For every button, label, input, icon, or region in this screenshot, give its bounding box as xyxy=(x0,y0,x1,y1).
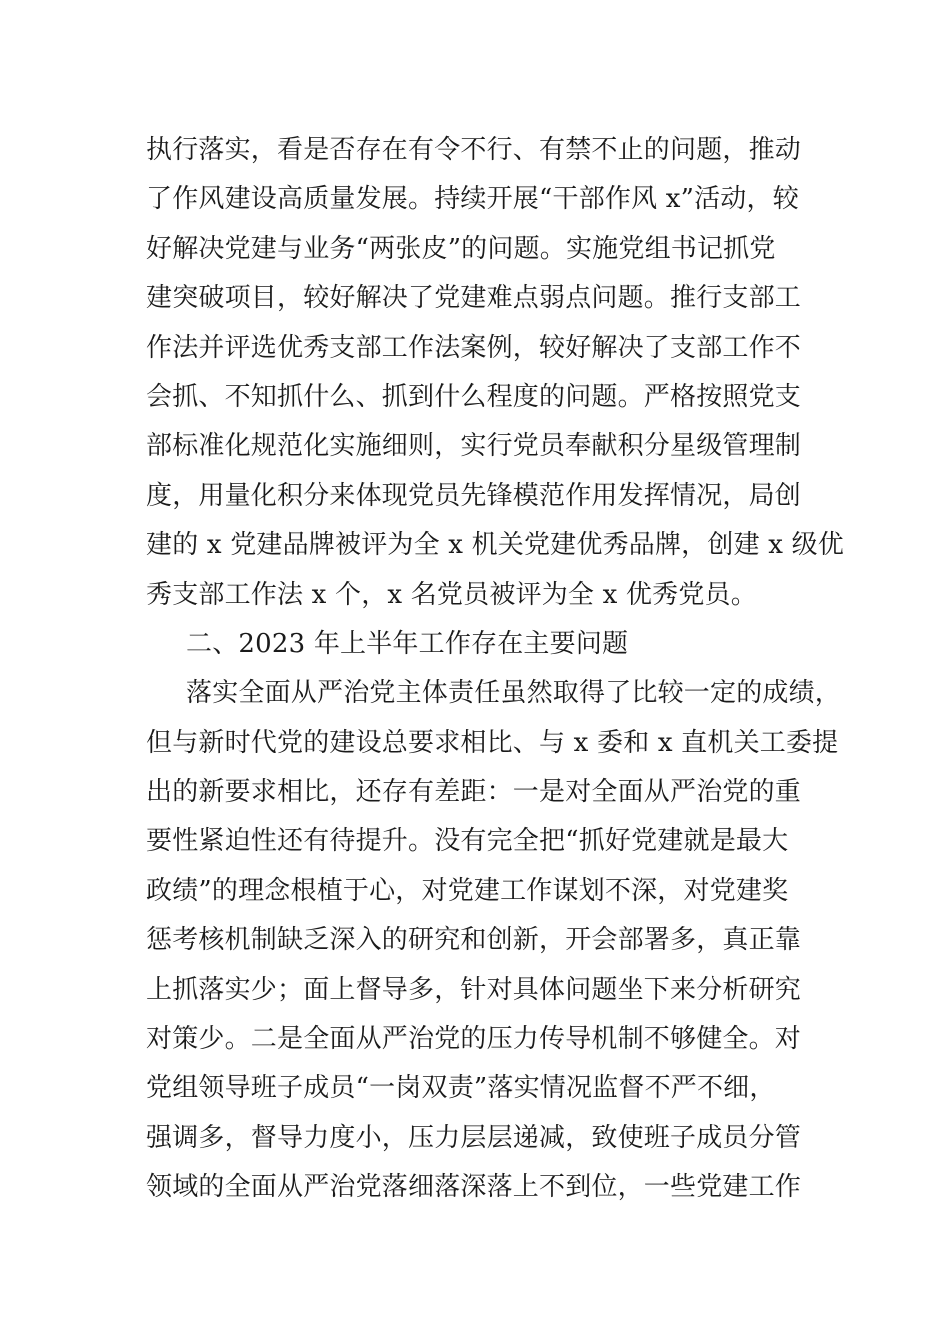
body-line: 作法并评选优秀支部工作法案例，较好解决了支部工作不 xyxy=(146,332,802,363)
body-line: 要性紧迫性还有待提升。没有完全把“抓好党建就是最大 xyxy=(146,826,789,857)
body-line: 执行落实，看是否存在有令不行、有禁不止的问题，推动 xyxy=(146,135,802,165)
body-line: 秀支部工作法 x 个，x 名党员被评为全 x 优秀党员。 xyxy=(146,579,757,610)
paragraph-first-line: 落实全面从严治党主体责任虽然取得了比较一定的成绩， xyxy=(186,678,842,709)
body-line: 对策少。二是全面从严治党的压力传导机制不够健全。对 xyxy=(146,1024,802,1055)
section-heading: 二、2023 年上半年工作存在主要问题 xyxy=(186,628,629,659)
body-line: 政绩”的理念根植于心，对党建工作谋划不深，对党建奖 xyxy=(146,875,789,906)
body-line: 建的 x 党建品牌被评为全 x 机关党建优秀品牌，创建 x 级优 xyxy=(146,530,844,561)
document-body xyxy=(146,126,844,1213)
body-line: 强调多，督导力度小，压力层层递减，致使班子成员分管 xyxy=(146,1122,802,1153)
body-line: 上抓落实少；面上督导多，针对具体问题坐下来分析研究 xyxy=(146,974,802,1005)
body-line: 惩考核机制缺乏深入的研究和创新，开会部署多，真正靠 xyxy=(146,925,802,956)
body-line: 领域的全面从严治党落细落深落上不到位，一些党建工作 xyxy=(146,1172,802,1203)
body-line: 好解决党建与业务“两张皮”的问题。实施党组书记抓党 xyxy=(146,233,776,264)
body-line: 会抓、不知抓什么、抓到什么程度的问题。严格按照党支 xyxy=(146,381,802,412)
body-line: 部标准化规范化实施细则，实行党员奉献积分星级管理制 xyxy=(146,431,802,462)
body-line: 建突破项目，较好解决了党建难点弱点问题。推行支部工 xyxy=(146,283,802,314)
body-line: 度，用量化积分来体现党员先锋模范作用发挥情况，局创 xyxy=(146,480,802,511)
body-line: 了作风建设高质量发展。持续开展“干部作风 x”活动，较 xyxy=(146,184,799,215)
body-line: 党组领导班子成员“一岗双责”落实情况监督不严不细， xyxy=(146,1073,776,1104)
body-line: 但与新时代党的建设总要求相比、与 x 委和 x 直机关工委提 xyxy=(146,727,839,758)
body-line: 出的新要求相比，还存有差距：一是对全面从严治党的重 xyxy=(146,777,802,808)
